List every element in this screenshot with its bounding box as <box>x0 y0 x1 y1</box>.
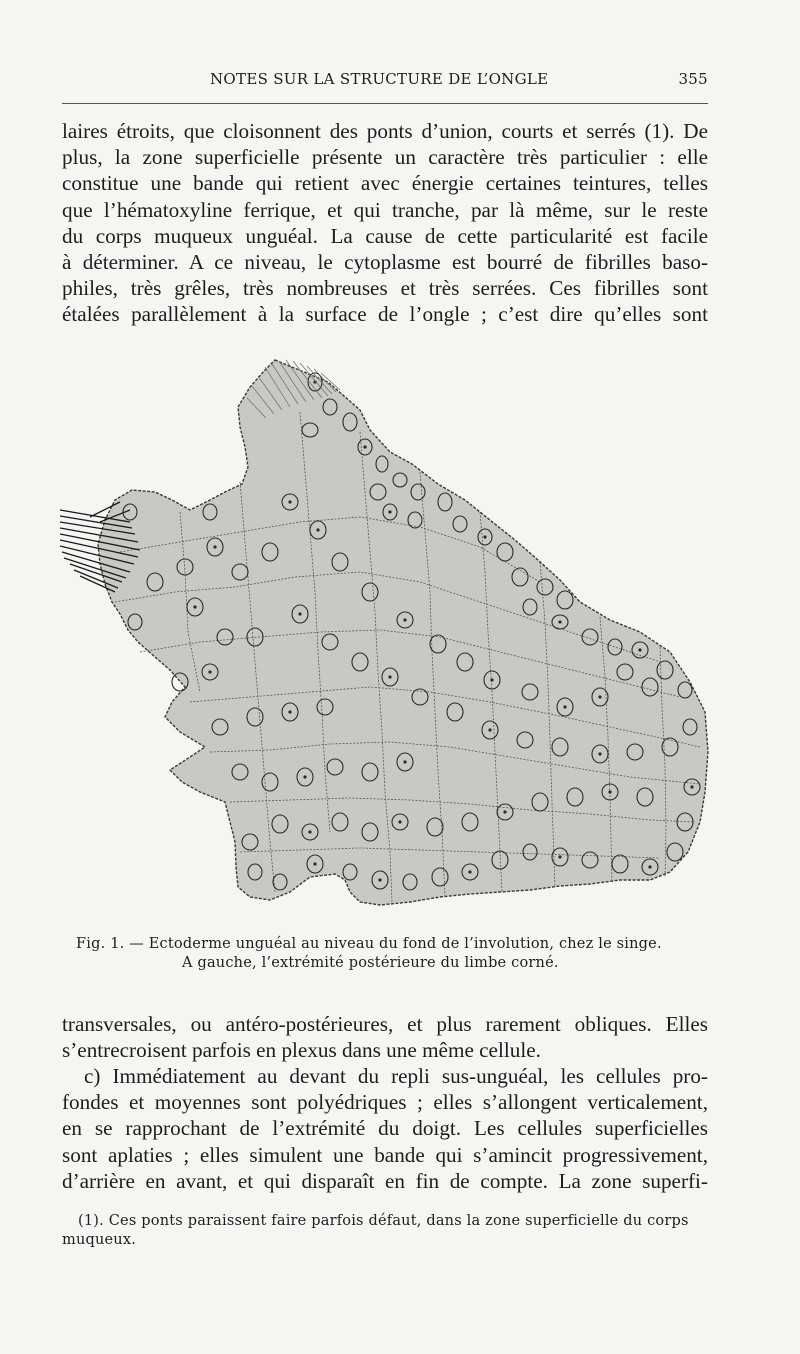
nail-ectoderm-drawing <box>60 352 720 932</box>
text-line: à déterminer. A ce niveau, le cytoplasme est bourré de fibrilles baso- <box>62 250 708 275</box>
footnote-line: (1). Ces ponts paraissent faire parfois défaut, dans la zone superficielle du corps <box>78 1213 689 1229</box>
text-line: philes, très grêles, très nombreuses et très serrées. Ces fibrilles sont <box>62 276 708 301</box>
footnote-line: muqueux. <box>62 1231 137 1248</box>
text-line: étalées parallèlement à la surface de l’ongle ; c’est dire qu’elles sont <box>62 302 708 327</box>
text-line: en se rapprochant de l’extrémité du doigt. Les cellules superficielles <box>62 1116 708 1141</box>
paragraph-after-figure <box>62 1011 708 1063</box>
text-line: d’arrière en avant, et qui disparaît en fin de compte. La zone superfi- <box>62 1168 708 1193</box>
text-line: plus, la zone superficielle présente un caractère très particulier : elle <box>62 145 708 170</box>
footnote <box>62 1212 708 1249</box>
text-line: s’entrecroisent parfois en plexus dans une même cellule. <box>62 1038 541 1063</box>
caption-line: Fig. 1. — Ectoderme unguéal au niveau du fond de l’involution, chez le singe. <box>76 936 662 952</box>
text-line: c) Immédiatement au devant du repli sus-unguéal, les cellules pro- <box>84 1064 708 1088</box>
text-line: fondes et moyennes sont polyédriques ; elles s’allongent verticalement, <box>62 1090 708 1115</box>
header-rule <box>62 103 708 104</box>
text-line: sont aplaties ; elles simulent une bande qui s’amincit progressivement, <box>62 1142 708 1167</box>
text-line: laires étroits, que cloisonnent des ponts d’union, courts et serrés (1). De <box>62 119 708 143</box>
page-number: 355 <box>678 70 708 88</box>
paragraph-c <box>62 1063 708 1194</box>
text-line: que l’hématoxyline ferrique, et qui tranche, par là même, sur le reste <box>62 197 708 222</box>
text-line: transversales, ou antéro-postérieures, et plus rarement obliques. Elles <box>62 1012 708 1036</box>
histology-figure <box>60 352 720 932</box>
caption-line: A gauche, l’extrémité postérieure du limbe corné. <box>182 955 559 971</box>
paragraph-top <box>62 118 708 328</box>
text-line: du corps muqueux unguéal. La cause de cette particularité est facile <box>62 223 708 248</box>
figure-caption <box>76 935 716 973</box>
text-line: constitue une bande qui retient avec énergie certaines teintures, telles <box>62 171 708 196</box>
running-title: NOTES SUR LA STRUCTURE DE L’ONGLE <box>210 70 549 88</box>
